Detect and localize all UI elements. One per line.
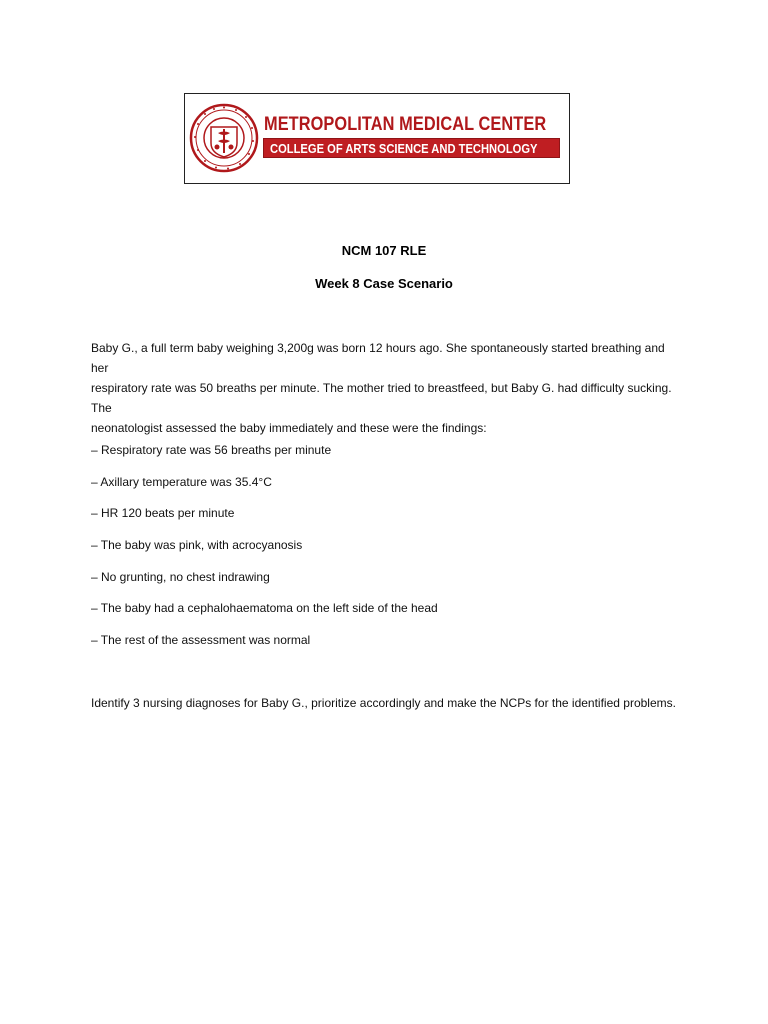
header-banner (184, 93, 570, 184)
school-seal-icon (189, 99, 259, 179)
college-name: COLLEGE OF ARTS SCIENCE AND TECHNOLOGY (270, 141, 538, 156)
finding-item: – Axillary temperature was 35.4°C (91, 475, 272, 489)
finding-item: – The baby had a cephalohaematoma on the left side of the head (91, 601, 438, 615)
finding-item: – The baby was pink, with acrocyanosis (91, 538, 303, 552)
college-banner (263, 138, 560, 158)
case-title: Week 8 Case Scenario (315, 276, 453, 291)
finding-item: – No grunting, no chest indrawing (91, 570, 270, 584)
intro-line: neonatologist assessed the baby immediately and these were the findings: (91, 421, 487, 435)
instruction-text: Identify 3 nursing diagnoses for Baby G., prioritize accordingly and make the NCPs for the identified problems. (91, 696, 676, 710)
intro-line: Baby G., a full term baby weighing 3,200g was born 12 hours ago. She spontaneously started breathing and her (91, 341, 665, 375)
organization-name: METROPOLITAN MEDICAL CENTER (264, 114, 547, 135)
finding-item: – Respiratory rate was 56 breaths per minute (91, 443, 332, 457)
case-intro (91, 338, 681, 438)
finding-item: – HR 120 beats per minute (91, 506, 235, 520)
course-title: NCM 107 RLE (341, 243, 427, 258)
finding-item: – The rest of the assessment was normal (91, 633, 311, 647)
intro-line: respiratory rate was 50 breaths per minute. The mother tried to breastfeed, but Baby G. had difficulty sucking. The (91, 381, 672, 415)
